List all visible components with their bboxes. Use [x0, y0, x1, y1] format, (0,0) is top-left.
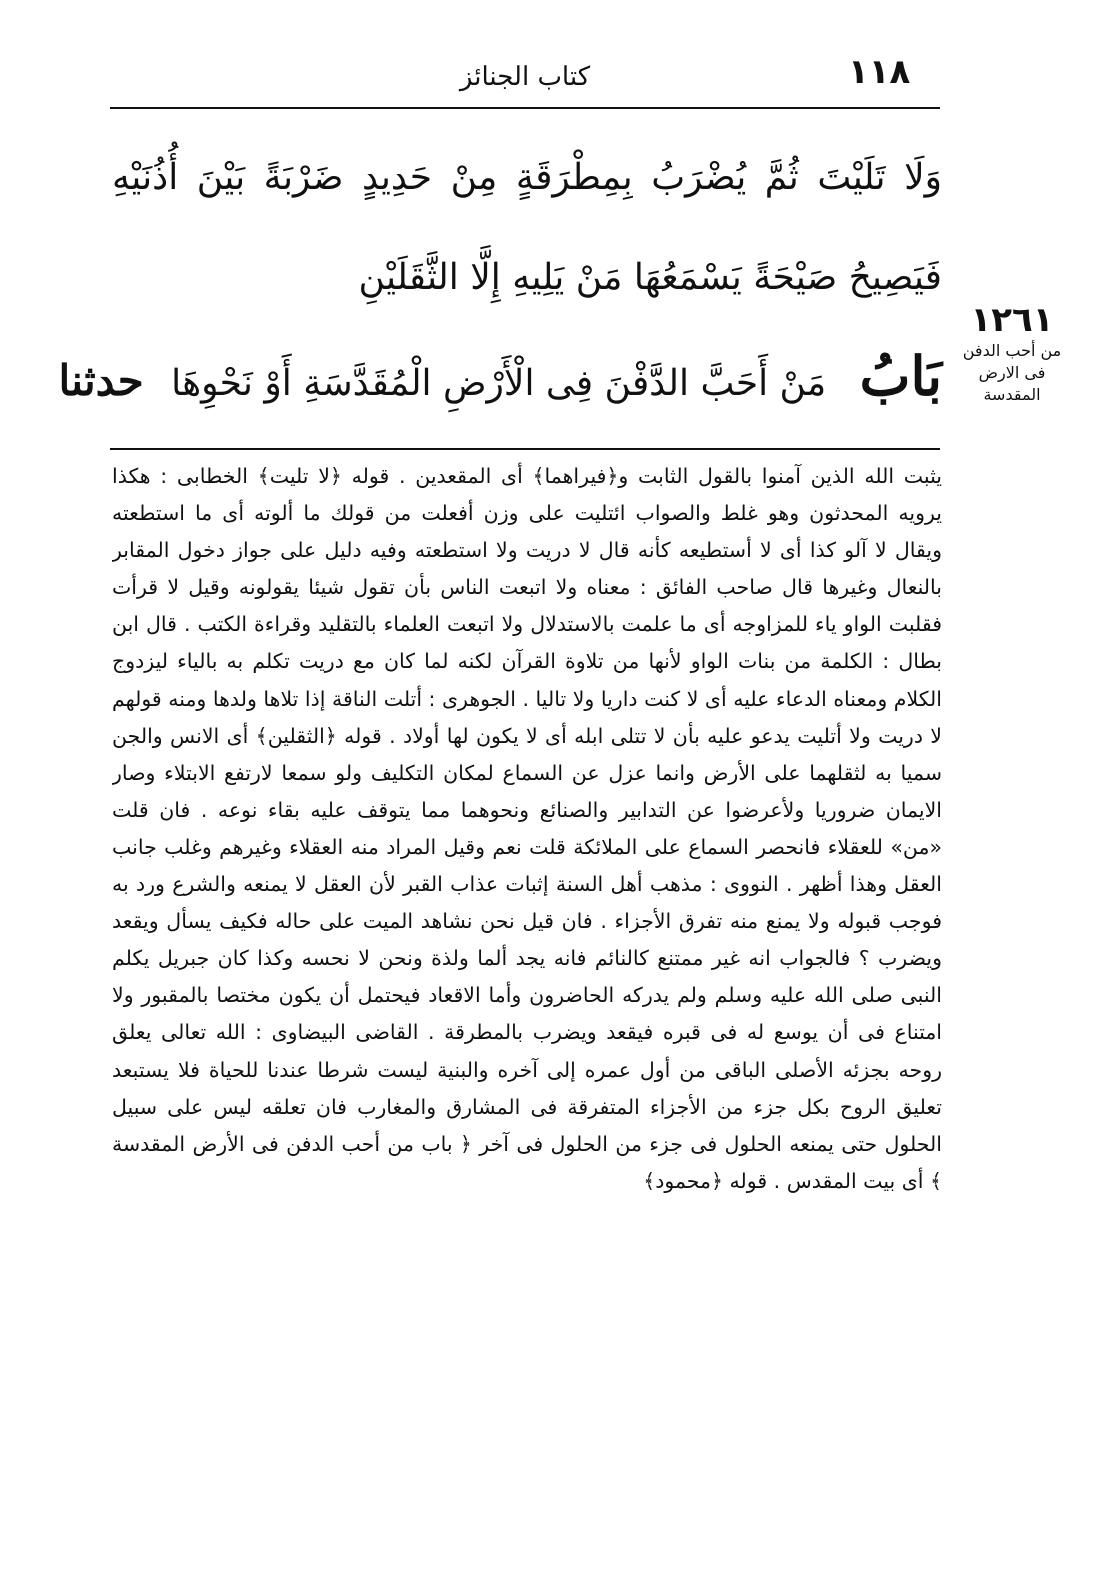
commentary-rule	[110, 448, 940, 450]
chapter-haddathana: حدثنا	[58, 356, 144, 405]
running-title: كتاب الجنائز	[459, 62, 591, 92]
header-rule	[110, 107, 940, 109]
chapter-bab-label: بَابُ	[859, 344, 942, 408]
chapter-heading	[58, 340, 942, 420]
page-number: ١١٨	[848, 52, 911, 92]
margin-gloss: من أحب الدفن فى الارض المقدسة	[962, 341, 1062, 404]
commentary-text: يثبت الله الذين آمنوا بالقول الثابت و﴿فيراهما﴾ أى المقعدين . قوله ﴿لا تليت﴾ الخطابى : هكذا يرويه المحدثون وهو غلط والصواب ائتليت على وزن أفعلت من قولك ما ألوته أى ما استطعته ويقال لا آلو كذا أى لا أستطيعه كأنه قال لا دريت ولا استطعته وفيه دليل على جواز دخول المقابر بالنعال وغيرها قال صاحب الفائق : معناه ولا اتبعت الناس بأن تقول شيئا يقولونه وقيل لا قرأت فقلبت الواو ياء للمزاوجه أى ما علمت بالاستدلال ولا اتبعت العلماء بالتقليد وقراءة الكتب . قال ابن بطال : الكلمة من بنات الواو لأنها من تلاوة القرآن لكنه لما كان مع دريت تكلم به بالياء ليزدوج الكلام ومعناه الدعاء عليه أى لا كنت داريا ولا تاليا . الجوهرى : أتلت الناقة إذا تلاها ولدها ومنه قولهم لا دريت ولا أتليت يدعو عليه بأن لا تتلى ابله أى لا يكون لها أولاد . قوله ﴿الثقلين﴾ أى الانس والجن سميا به لثقلهما على الأرض وانما عزل عن السماع لمكان التكليف ولو سمعا لارتفع الابتلاء وصار الايمان ضروريا ولأعرضوا عن التدابير والصنائع ونحوهما مما يتوقف عليه بقاء نوعه . فان قلت «من» للعقلاء فانحصر السماع على الملائكة قلت نعم وقيل المراد منه العقلاء وغيرهم وغلب جانب العقل وهذا أظهر . النووى : مذهب أهل السنة إثبات عذاب القبر لأن العقل لا يمنعه والشرع ورد به فوجب قبوله ولا يمنع منه تفرق الأجزاء . فان قيل نحن نشاهد الميت على حاله فكيف يسأل ويقعد ويضرب ؟ فالجواب انه غير ممتنع كالنائم فانه يجد ألما ولذة ونحن لا نحسه وكذا كان جبريل يكلم النبى صلى الله عليه وسلم ولم يدركه الحاضرون وأما الاقعاد فيحتمل أن يكون مختصا بالمقبور ولا امتناع فى أن يوسع له فى قبره فيقعد ويضرب بالمطرقة . القاضى البيضاوى : الله تعالى يعلق روحه بجزئه الأصلى الباقى من أول عمره إلى آخره والبنية ليست شرطا عندنا للحياة فلا يستبعد تعليق الروح بكل جزء من الأجزاء المتفرقة فى المشارق والمغارب فان تعلقه ليس على سبيل الحلول حتى يمنعه الحلول فى جزء من الحلول فى آخر ﴿ باب من أحب الدفن فى الأرض المقدسة ﴾ أى بيت المقدس . قوله ﴿محمود﴾	[112, 464, 942, 1193]
hadith-text: وَلَا تَلَيْتَ ثُمَّ يُضْرَبُ بِمِطْرَقَةٍ مِنْ حَدِيدٍ ضَرْبَةً بَيْنَ أُذُنَيْهِ فَيَصِيحُ صَيْحَةً يَسْمَعُهَا مَنْ يَلِيهِ إِلَّا الثَّقَلَيْنِ	[112, 157, 942, 298]
chapter-title: مَنْ أَحَبَّ الدَّفْنَ فِى الْأَرْضِ الْمُقَدَّسَةِ أَوْ نَحْوِهَا	[171, 363, 827, 404]
margin-chapter-number: ١٢٦١	[970, 300, 1054, 340]
